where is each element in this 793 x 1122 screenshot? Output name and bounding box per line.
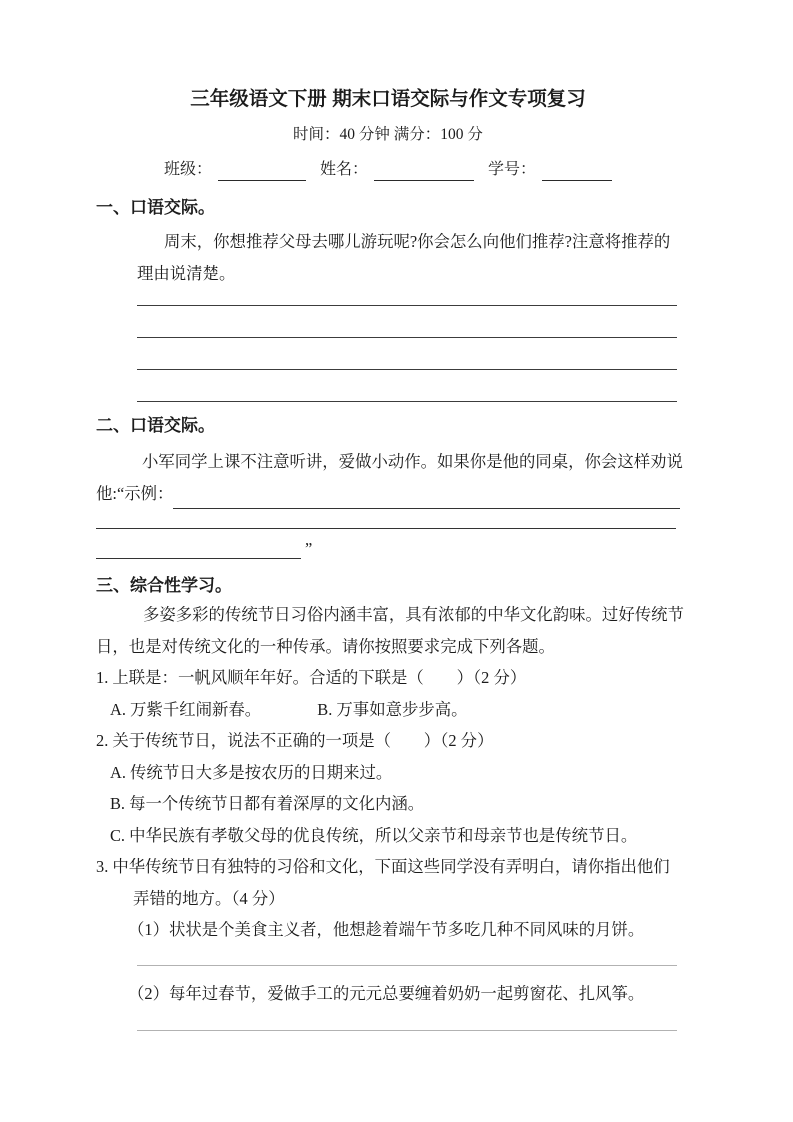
- section-1-prompt-line: 理由说清楚。: [137, 263, 236, 283]
- page-title: 三年级语文下册 期末口语交际与作文专项复习: [190, 88, 586, 110]
- option-b: B. 万事如意步步高。: [317, 699, 468, 719]
- question-3-line: 3. 中华传统节日有独特的习俗和文化，下面这些同学没有弄明白，请你指出他们: [96, 857, 670, 876]
- option-c: C. 中华民族有孝敬父母的优良传统，所以父亲节和母亲节也是传统节日。: [110, 825, 638, 845]
- section-3-intro: [96, 599, 684, 662]
- question-3: [96, 851, 680, 914]
- answer-line-row: [96, 529, 680, 559]
- section-1-prompt-line: 周末，你想推荐父母去哪儿游玩呢?你会怎么向他们推荐?注意将推荐的: [164, 232, 671, 251]
- section-2-heading: 二、口语交际。: [96, 416, 215, 435]
- answer-line: [96, 529, 301, 559]
- example-row: [96, 478, 680, 510]
- student-info-row: [96, 157, 680, 183]
- name-blank: [374, 162, 474, 181]
- name-label: 姓名：: [319, 161, 368, 178]
- class-blank: [218, 162, 306, 181]
- section-3-intro-line: 多姿多彩的传统节日习俗内涵丰富，具有浓郁的中华文化韵味。过好传统节: [143, 605, 684, 624]
- question-1-options: [96, 694, 680, 726]
- closing-quote: ”: [305, 539, 313, 558]
- answer-line: [137, 338, 677, 370]
- section-2-prompt-line: 小军同学上课不注意听讲，爱做小动作。如果你是他的同桌，你会这样劝说: [142, 452, 683, 471]
- answer-line-gray: [137, 946, 677, 966]
- question-3-line: 弄错的地方。（4 分）: [133, 888, 285, 908]
- option-a: A. 传统节日大多是按农历的日期来过。: [110, 762, 393, 782]
- class-label: 班级：: [163, 161, 212, 178]
- question-1: 1. 上联是：一帆风顺年年好。合适的下联是（ ）（2 分）: [96, 668, 527, 687]
- section-3-heading: 三、综合性学习。: [96, 576, 232, 595]
- answer-line-gray: [137, 1009, 677, 1031]
- question-2-options: [96, 757, 680, 852]
- answer-line: [137, 370, 677, 402]
- example-prefix: 他:“示例：: [96, 483, 174, 503]
- sub-question-1: （1）状状是个美食主义者，他想趁着端午节多吃几种不同风味的月饼。: [128, 920, 645, 939]
- example-answer-line: [173, 482, 680, 509]
- option-a: A. 万紫千红闹新春。: [110, 699, 262, 719]
- section-2-prompt: [96, 446, 683, 559]
- section-3-intro-line: 日，也是对传统文化的一种传承。请你按照要求完成下列各题。: [96, 636, 555, 656]
- sub-question-2: （2）每年过春节，爱做手工的元元总要缠着奶奶一起剪窗花、扎风筝。: [128, 983, 645, 1003]
- section-1-heading: 一、口语交际。: [96, 198, 215, 217]
- student-id-blank: [542, 162, 612, 181]
- student-id-label: 学号：: [488, 161, 537, 178]
- exam-meta: 时间：40 分钟 满分：100 分: [293, 126, 483, 143]
- answer-line: [96, 509, 676, 529]
- section-1-answer-area: [96, 274, 680, 402]
- option-b: B. 每一个传统节日都有着深厚的文化内涵。: [110, 794, 425, 813]
- answer-line: [137, 306, 677, 338]
- question-2: 2. 关于传统节日，说法不正确的一项是（ ）（2 分）: [96, 731, 494, 750]
